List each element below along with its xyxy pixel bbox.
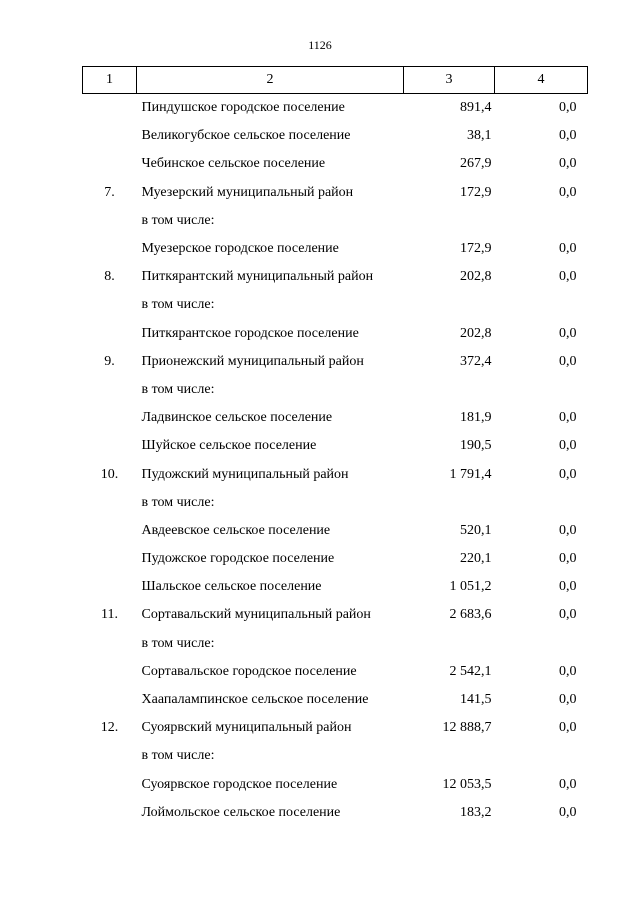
row-number (83, 771, 137, 799)
row-value: 1 791,4 (449, 466, 492, 482)
table-row (83, 742, 588, 770)
row-share: 0,0 (559, 466, 577, 482)
row-value: 2 542,1 (449, 663, 492, 679)
row-name: в том числе: (141, 381, 215, 397)
row-value: 190,5 (460, 438, 492, 454)
row-name: в том числе: (141, 635, 215, 651)
page-number: 1126 (308, 38, 332, 52)
table-row (83, 432, 588, 460)
table-row (83, 404, 588, 432)
row-number (83, 376, 137, 404)
table-row (83, 686, 588, 714)
row-number: 7. (104, 184, 115, 200)
row-name: Сортавальское городское поселение (141, 663, 357, 679)
table-row (83, 517, 588, 545)
row-value: 202,8 (460, 325, 492, 341)
row-share: 0,0 (559, 776, 577, 792)
row-value (404, 630, 495, 658)
row-value (404, 742, 495, 770)
row-number (83, 432, 137, 460)
row-name: в том числе: (141, 212, 215, 228)
row-value: 1 051,2 (449, 579, 492, 595)
row-number (83, 489, 137, 517)
row-name: в том числе: (141, 297, 215, 313)
row-value: 172,9 (460, 241, 492, 257)
row-name: Ладвинское сельское поселение (141, 410, 333, 426)
header-col-3: 3 (404, 67, 495, 94)
row-number (83, 320, 137, 348)
row-share: 0,0 (559, 522, 577, 538)
row-number: 10. (100, 466, 119, 482)
row-share: 0,0 (559, 551, 577, 567)
row-number (83, 235, 137, 263)
row-value (404, 489, 495, 517)
row-name: Шуйское сельское поселение (141, 438, 317, 454)
table-row (83, 122, 588, 150)
table-row (83, 489, 588, 517)
row-number: 8. (104, 269, 115, 285)
row-share: 0,0 (559, 692, 577, 708)
row-number (83, 630, 137, 658)
table-row (83, 179, 588, 207)
row-name: Суоярвский муниципальный район (141, 720, 352, 736)
row-value: 12 888,7 (442, 720, 492, 736)
row-number (83, 658, 137, 686)
header-row (83, 67, 588, 94)
row-share: 0,0 (559, 128, 577, 144)
table-row (83, 658, 588, 686)
row-name: Авдеевское сельское поселение (141, 522, 331, 538)
row-share: 0,0 (559, 804, 577, 820)
row-value: 181,9 (460, 410, 492, 426)
row-value: 202,8 (460, 269, 492, 285)
row-share (495, 630, 588, 658)
header-col-4: 4 (495, 67, 588, 94)
table-row (83, 376, 588, 404)
table-header (83, 67, 588, 94)
row-number (83, 404, 137, 432)
table-row (83, 263, 588, 291)
table-row (83, 207, 588, 235)
row-share: 0,0 (559, 353, 577, 369)
row-number (83, 799, 137, 827)
row-number (83, 545, 137, 573)
row-name: в том числе: (141, 494, 215, 510)
row-name: Питкярантский муниципальный район (141, 269, 374, 285)
row-share: 0,0 (559, 100, 577, 116)
table-row (83, 94, 588, 123)
row-name: Прионежский муниципальный район (141, 353, 364, 369)
row-name: Хаапалампинское сельское поселение (141, 692, 369, 708)
table-body (83, 94, 588, 827)
row-value: 172,9 (460, 184, 492, 200)
row-share: 0,0 (559, 156, 577, 172)
row-name: Пиндушское городское поселение (141, 100, 345, 116)
table-row (83, 799, 588, 827)
row-share (495, 207, 588, 235)
row-share (495, 742, 588, 770)
row-share: 0,0 (559, 184, 577, 200)
row-value: 183,2 (460, 804, 492, 820)
row-name: Шальское сельское поселение (141, 579, 322, 595)
row-value: 2 683,6 (449, 607, 492, 623)
row-share: 0,0 (559, 720, 577, 736)
table-row (83, 601, 588, 629)
row-number: 12. (100, 720, 119, 736)
row-number (83, 122, 137, 150)
table-row (83, 348, 588, 376)
row-name: Пудожское городское поселение (141, 551, 335, 567)
row-number: 11. (101, 607, 118, 623)
row-value: 520,1 (460, 522, 492, 538)
table-row (83, 235, 588, 263)
table-row (83, 460, 588, 488)
row-share (495, 376, 588, 404)
table-row (83, 320, 588, 348)
row-number (83, 517, 137, 545)
row-value: 220,1 (460, 551, 492, 567)
row-number (83, 150, 137, 178)
table-row (83, 150, 588, 178)
row-share (495, 291, 588, 319)
row-number (83, 742, 137, 770)
row-name: Питкярантское городское поселение (141, 325, 359, 341)
row-value (404, 207, 495, 235)
row-name: Сортавальский муниципальный район (141, 607, 371, 623)
header-col-2: 2 (137, 67, 404, 94)
row-value: 372,4 (460, 353, 492, 369)
row-number: 9. (104, 353, 115, 369)
row-name: Пудожский муниципальный район (141, 466, 349, 482)
row-share: 0,0 (559, 269, 577, 285)
row-value: 267,9 (460, 156, 492, 172)
row-share: 0,0 (559, 410, 577, 426)
header-col-1: 1 (83, 67, 137, 94)
table-row (83, 573, 588, 601)
row-share (495, 489, 588, 517)
row-value: 38,1 (467, 128, 492, 144)
row-value (404, 291, 495, 319)
table-row (83, 291, 588, 319)
row-name: Суоярвское городское поселение (141, 776, 338, 792)
row-share: 0,0 (559, 607, 577, 623)
row-share: 0,0 (559, 241, 577, 257)
row-share: 0,0 (559, 325, 577, 341)
row-name: Чебинское сельское поселение (141, 156, 326, 172)
row-name: Муезерский муниципальный район (141, 184, 354, 200)
row-value: 12 053,5 (442, 776, 492, 792)
row-share: 0,0 (559, 438, 577, 454)
data-table (82, 66, 588, 827)
row-name: Великогубское сельское поселение (141, 128, 351, 144)
row-name: Муезерское городское поселение (141, 241, 339, 257)
row-value (404, 376, 495, 404)
row-number (83, 686, 137, 714)
row-value: 891,4 (460, 100, 492, 116)
row-number (83, 291, 137, 319)
table-row (83, 771, 588, 799)
row-name: Лоймольское сельское поселение (141, 804, 341, 820)
row-share: 0,0 (559, 663, 577, 679)
row-number (83, 94, 137, 123)
row-share: 0,0 (559, 579, 577, 595)
row-number (83, 207, 137, 235)
row-name: в том числе: (141, 748, 215, 764)
table-row (83, 714, 588, 742)
table-row (83, 630, 588, 658)
row-value: 141,5 (460, 692, 492, 708)
table-row (83, 545, 588, 573)
row-number (83, 573, 137, 601)
